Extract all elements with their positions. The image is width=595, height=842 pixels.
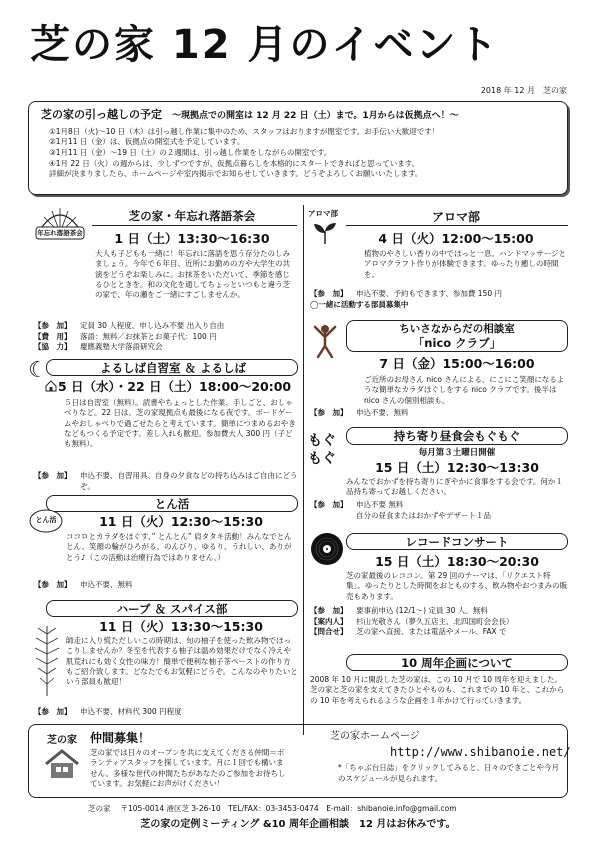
mogu-time: 15 日（土）12:30～13:30 [375,460,539,475]
sprout-icon [312,221,338,245]
moving-item: ②1月11 日（金）は、仮拠点の開室式を予定しています。 [49,137,245,147]
record-body: 芝の家最後のレココン。第 29 回のテーマは、「リクエスト特集」。ゆったりとした時間をおとものする、飲み物やおつまみの販売もあります。 [346,571,568,601]
info-value: 慶應義塾大学落語研究会 [80,342,163,351]
info-key: 【参 加】 [310,500,348,509]
mogu-subtitle: 毎月第３土曜日開催 [418,448,496,458]
record-heading: レコードコンサート [405,535,509,549]
rakugo-time: 1 日（土）13:30～16:30 [114,231,270,246]
aroma-extra: ◯一緒に活動する部員募集中 [310,299,409,309]
info-key: 【参 加】 [34,471,72,480]
moving-heading: 芝の家の引っ越しの予定 [41,108,162,121]
yoru-info [34,471,298,492]
mogu-extra: 自分の昼食またはおかずやデザート１品 [356,510,491,520]
rakugo-heading: 芝の家・年忘れ落語茶会 [128,209,256,223]
info-value: 申込不要、材料代 300 円程度 [80,707,182,716]
moving-item: ③1月11 日（金）～19 日（土）の２週間は、引っ越し作業をしながらの開室です。 [49,148,332,158]
aroma-badge: アロマ部 [308,209,338,218]
rakugo-info [34,321,298,353]
tonkatsu-body: ココロとカラダをほぐす、” とんとん” 肩タタキ活動！みんなでとんとん、笑顔の輪がひろがる、のんびり、ゆるり、うれしい、ありがとう♪（この活動は治療行為ではありません。） [66,532,292,562]
info-value: 芝の家へ直接、または電話やメール、FAX で [356,627,507,636]
person-stretch-icon [312,324,338,358]
rakugo-badge-icon [30,203,90,245]
herb-icon [30,620,64,698]
info-key: 【費 用】 [34,331,72,341]
tonkatsu-time: 11 日（火）12:30～15:30 [99,514,263,529]
info-key: 【案内人】 [310,616,348,626]
aroma-body: 植物のやさしい香りの中でほっと一息。ハンドマッサージとアロマクラフト作りが体験できます。ゆったり癒しの時間を。 [364,249,567,279]
herb-info [34,707,298,718]
info-value: 杉山光敬さん（夢久五店主、北四国町会会長） [356,616,514,626]
recruit-logo: 芝の家 [47,735,77,746]
mogu-heading: 持ち寄り昼食会もぐもぐ [393,429,521,443]
mogu-info [310,500,568,521]
info-value: 申込不要、予約もできます、参加費 150 円 [356,289,502,298]
moving-note: 詳細が決まりましたら、ホームページや室内掲示でお知らせしていきます。どうぞよろしくお願いいたします。 [49,169,423,179]
info-value: 申込不要、無料 [356,408,409,417]
info-value: 申込不要、自習用具、自身の夕食などの持ち込みはご自由にどうぞ。 [80,471,298,491]
moving-notice [28,101,568,195]
info-key: 【参 加】 [34,707,72,716]
nico-info [310,408,568,419]
nico-time: 7 日（金）15:00～16:00 [379,356,535,371]
mogu-badge: もぐもぐ [308,433,336,467]
record-info [310,606,568,638]
info-key: 【参 加】 [34,321,72,330]
column-divider [303,205,304,735]
anniv-heading: 10 周年企画について [401,656,513,670]
nico-body: ご近所のお母さん nico さんによる、にこにこ笑顔になるような簡単なカラダほぐしをする nico クラブです。後半は nico さんの個別相談も。 [364,375,565,405]
mogu-body: みんなでおかずを持ち寄りにぎやかに食事をする会です。何か１品持ち寄ってお越しください。 [346,477,563,497]
record-icon [310,532,344,566]
moving-item: ④1月 22 日（火）の週からは、少しずつですが、仮拠点暮らしを本格的にスタートできればと思っています。 [49,158,420,168]
info-value: 定員 30 人程度、申し込み不要 出入り自由 [80,321,225,330]
herb-body: 師走に入り慌ただしいこの時期は、旬の柚子を使った飲み物でほっこりしませんか？冬至を代表する柚子は温め効果だけでなく冷えや肌荒れにも効く女性の味方！簡単で便利な柚子茶ペーストの作り方もご紹介致します。どなたでもお気軽にどうぞ。こんなのやりたいという部員も歓迎！ [66,636,298,687]
info-key: 【参 加】 [34,580,72,589]
yoru-heading: よるしば自習室 ＆ よるしば [99,361,246,375]
rakugo-heading-rule [92,225,297,226]
herb-heading: ハーブ ＆ スパイス部 [116,602,228,616]
info-value: 落語：無料／お抹茶とお菓子代：100 円 [80,331,217,341]
info-value: 申込不要 無料 [356,500,404,509]
nico-heading2: 「nico クラブ」 [412,336,502,350]
yoru-body: ５日は自習室（無料）。読書やちょっとした作業、手しごと、おしゃべりなど。22 日は、芝の家現拠点も最後になる夜です。ボードゲームやおしゃべりで過ごせたらと考えています。簡単につまめるおやきなどもつくる予定です。差し入れも歓迎。参加費大人 300 円（子ども無料）。 [64,398,296,449]
nico-heading: ちいさなからだの相談室 [399,323,515,335]
moon-icon: ☾ [28,358,48,384]
house-icon [45,380,57,392]
tonkatsu-heading: とん活 [154,497,190,511]
herb-time: 11 日（火）13:30～15:30 [99,619,263,634]
record-time: 15 日（土）18:30～20:30 [375,554,539,569]
aroma-heading: アロマ部 [431,210,480,224]
footer-closing: 芝の家の定例ミーティング &10 周年企画相談 12 月はお休みです。 [140,819,456,830]
tonkatsu-info [34,580,298,591]
info-key: 【参 加】 [310,408,348,417]
info-key: 【問合せ】 [310,627,348,636]
homepage-url[interactable]: http://www.shibanoie.net/ [390,745,571,759]
info-key: 【参 加】 [310,606,348,615]
anniv-body: 2008 年 10 月に開設した芝の家は、この 10 月で 10 周年を迎えました。芝の家と芝の家を支えてきたひとやものも、これまでの 10 年と、これからの 10 年を考えられるような企画を１年かけて行っていきます。 [310,675,565,705]
footer-name: 芝の家 [88,804,111,813]
date-line: 2018 年 12 月 芝の家 [480,86,567,95]
aroma-heading-rule [346,225,568,226]
yoru-time: 5 日（水）・22 日（土）18:00～20:00 [58,379,292,394]
footer-address: 〒105-0014 港区芝 3-26-10 TEL/FAX：03-3453-0474 E-mail：shibanoie.info@gmail.com [120,804,457,813]
rakugo-body: 大人も子どもも一緒に！年忘れに落語を思う存分たのしみましょう。今年で６年目、近所にお勤めの方や大学生の共演をどうぞお楽しみに。お抹茶をいただいて、季節を感じるひとときを。和の文化を通してちょっといつもと違う芝の家で、年の瀬をご一緒にすごしませんか。 [95,249,290,300]
info-value: 申込不要、無料 [80,580,133,589]
aroma-time: 4 日（火）12:00～15:00 [378,231,534,246]
info-value: 要事前申込 (12/1～) 定員 30 人、無料 [356,606,488,615]
recruit-body: 芝の家では日々のオープンを共に支えてくださる仲間＝ボランティアスタッフを探しています。月に１回でも構いません。多様な世代の仲間たちがあなたのご参加をお待ちしています。お気軽にお声がけください！ [90,748,286,789]
recruit-heading: 仲間募集！ [90,731,151,745]
aroma-info [310,289,568,310]
homepage-label: 芝の家ホームページ [330,731,420,742]
moving-item: ①1月8日（火)～10 日（木）は引っ越し作業に集中のため、スタッフはおりますが閉室です。お手伝い大歓迎です！ [49,126,440,136]
page-title: 芝の家 12 月のイベント [30,22,500,68]
info-key: 【協 力】 [34,342,72,351]
homepage-note: *「ちゃぶ台日誌」をクリックしてみると、日々のできごとや今月のスケジュールが見られます。 [338,763,559,783]
footer-line [88,804,568,814]
info-key: 【参 加】 [310,289,348,298]
tonkatsu-badge-text: とん活 [35,516,57,524]
house-logo-icon [44,748,80,780]
moving-subheading: ～現拠点での開室は 12 月 22 日（土）まで。1月からは仮拠点へ！～ [172,111,459,121]
rakugo-badge-text: 年忘れ落語茶会 [37,229,83,237]
